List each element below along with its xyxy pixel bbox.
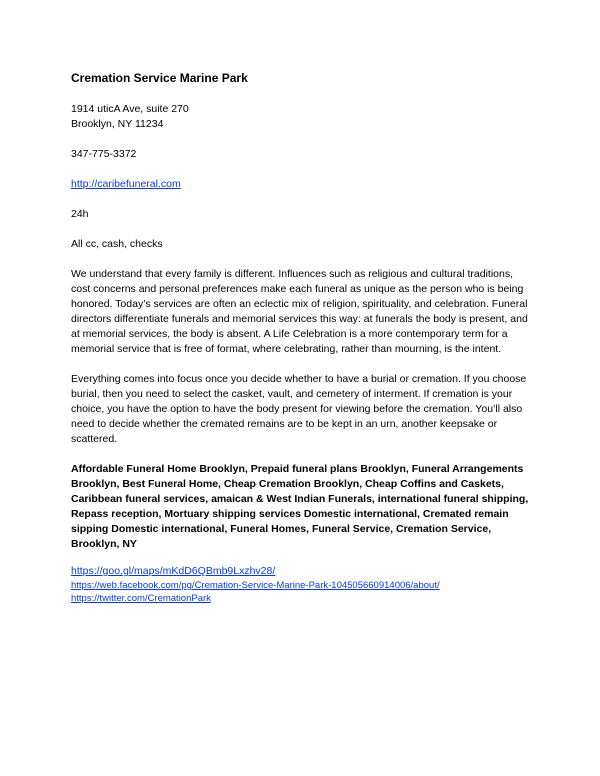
- link-list: [71, 564, 533, 605]
- twitter-link[interactable]: https://twitter.com/CremationPark: [71, 593, 211, 604]
- hours-text: 24h: [71, 208, 89, 220]
- paragraph-families: We understand that every family is different. Influences such as religious and cultural traditions, cost concerns and personal preferences make each funeral as unique as the person who is being honored. Today’s services are often an eclectic mix of religion, spirituality, and celebration. Funeral directors differentiate funerals and memorial services this way: at funerals the body is present, and at memorial services, the body is absent. A Life Celebration is a more contemporary term for a memorial service that is free of format, where celebrating, rather than mourning, is the intent.: [71, 268, 528, 355]
- website-block: [71, 177, 533, 192]
- document-title: Cremation Service Marine Park: [71, 71, 248, 85]
- paragraph-burial-cremation: Everything comes into focus once you decide whether to have a burial or cremation. If you choose burial, then you need to select the casket, vault, and cemetery of interment. If cremation is your choice, you have the option to have the body present for viewing before the cremation. You’ll also need to decide whether the cremated remains are to be kept in an urn, another keepsake or scattered.: [71, 373, 527, 445]
- website-link[interactable]: http://caribefuneral.com: [71, 178, 181, 190]
- payment-text: All cc, cash, checks: [71, 238, 163, 250]
- phone-number: 347-775-3372: [71, 148, 137, 160]
- address-line-1: 1914 uticA Ave, suite 270: [71, 103, 189, 115]
- keywords-paragraph: Affordable Funeral Home Brooklyn, Prepaid funeral plans Brooklyn, Funeral Arrangements Brooklyn, Best Funeral Home, Cheap Cremation Brooklyn, Cheap Coffins and Caskets, Caribbean funeral services, amaican & West Indian Funerals, international funeral shipping, Repass reception, Mortuary shipping services Domestic international, Cremated remain sipping Domestic international, Funeral Homes, Funeral Service, Cremation Service, Brooklyn, NY: [71, 463, 529, 550]
- maps-link[interactable]: https://goo.gl/maps/mKdD6QBmb9Lxzhv28/: [71, 565, 276, 577]
- facebook-link[interactable]: https://web.facebook.com/pg/Cremation-Service-Marine-Park-104505660914006/about/: [71, 580, 440, 591]
- address-line-2: Brooklyn, NY 11234: [71, 118, 164, 130]
- document-page: [71, 70, 533, 605]
- address-block: [71, 102, 533, 132]
